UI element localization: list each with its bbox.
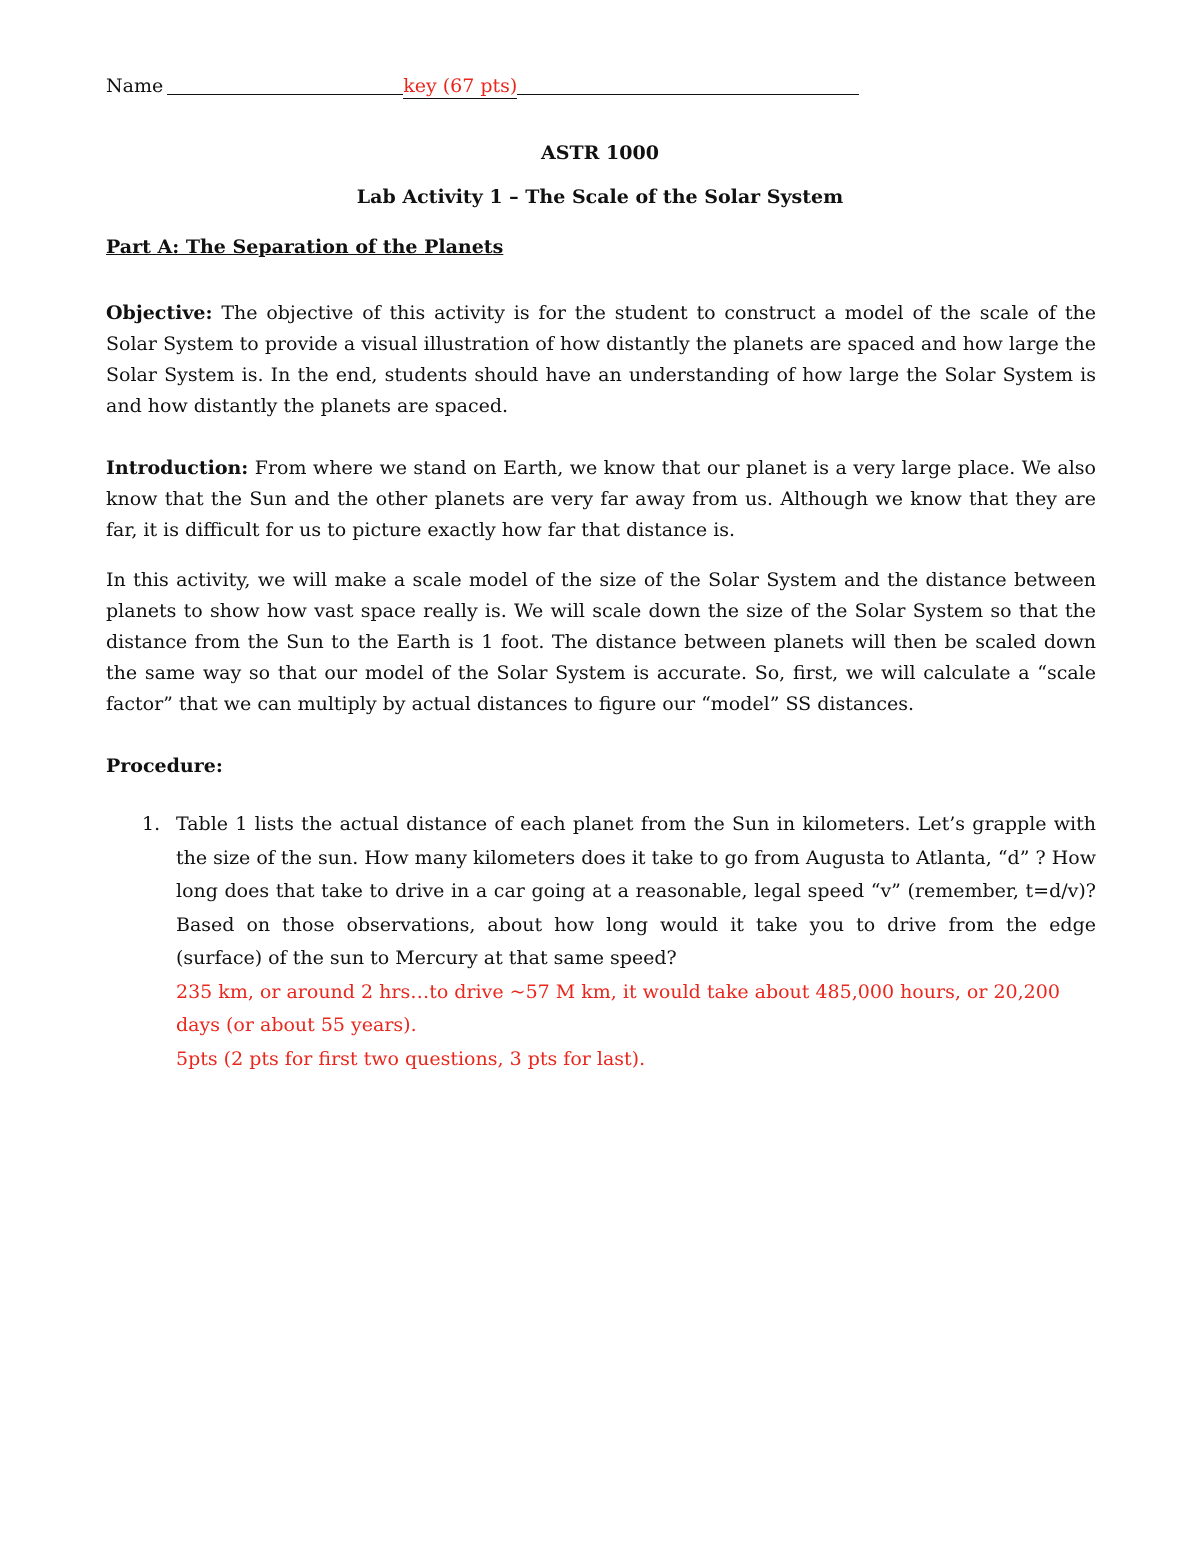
activity-paragraph: In this activity, we will make a scale model of the size of the Solar System and the distance between planets to show how vast space really is. We will scale down the size of the Solar System so that the distance from the Sun to the Earth is 1 foot. The distance between planets will then be scaled down the same way so that our model of the Solar System is accurate. So, first, we will calculate a “scale factor” that we can multiply by actual distances to figure our “model” SS distances. [106, 569, 1096, 715]
item-answer: 235 km, or around 2 hrs…to drive ~57 M km, it would take about 485,000 hours, or 20,200 days (or about 55 years). [176, 980, 1060, 1036]
lab-title: Lab Activity 1 – The Scale of the Solar System [356, 186, 844, 208]
name-label: Name [106, 75, 164, 97]
name-blank [167, 74, 403, 95]
item-question: Table 1 lists the actual distance of each planet from the Sun in kilometers. Let’s grapple with the size of the sun. How many kilometers does it take to go from Augusta to Atlanta, “d” ? How long does that take to drive in a car going at a reasonable, legal speed “v” (remember, t=d/v)? Based on those observations, about how long would it take you to drive from the edge (surface) of the sun to Mercury at that same speed? [176, 813, 1096, 969]
name-blank-trailing [517, 74, 859, 95]
objective-label: Objective: [106, 302, 213, 324]
item-points: 5pts (2 pts for first two questions, 3 pts for last). [176, 1047, 646, 1070]
objective-paragraph [106, 298, 1096, 422]
procedure-heading: Procedure: [106, 755, 223, 777]
answer-key-label: key (67 pts) [403, 75, 518, 97]
introduction-paragraph [106, 453, 1096, 546]
section-heading: Part A: The Separation of the Planets [106, 236, 504, 258]
item-body [176, 808, 1096, 1076]
objective-text: The objective of this activity is for the student to construct a model of the scale of the Solar System to provide a visual illustration of how distantly the planets are spaced and how large the Solar System is. In the end, students should have an understanding of how large the Solar System is and how distantly the planets are spaced. [106, 302, 1096, 417]
name-line [106, 72, 859, 100]
course-title: ASTR 1000 [541, 142, 659, 164]
introduction-label: Introduction: [106, 457, 249, 479]
procedure-item [106, 808, 1096, 1076]
introduction-text: From where we stand on Earth, we know that our planet is a very large place. We also know that the Sun and the other planets are very far away from us. Although we know that they are far, it is difficult for us to picture exactly how far that distance is. [106, 457, 1096, 541]
item-number: 1. [142, 813, 161, 835]
